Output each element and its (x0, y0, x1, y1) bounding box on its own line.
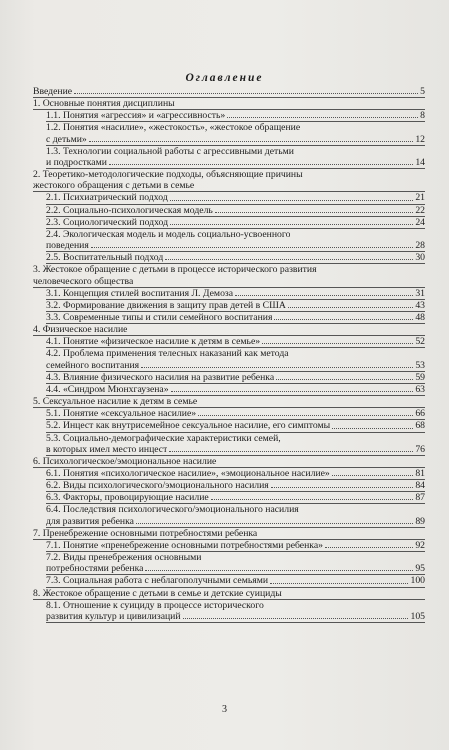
toc-entry (33, 433, 425, 444)
toc-page-number: 53 (415, 359, 425, 371)
toc-entry-text: в которых имел место инцест (46, 443, 168, 455)
toc-entry-text: развития культур и цивилизаций (46, 610, 181, 622)
toc-entry-text: 5.2. Инцест как внутрисемейное сексуальное насилие, его симптомы (46, 420, 331, 432)
toc-page-number: 81 (415, 468, 425, 479)
toc-entry (33, 611, 425, 622)
toc-entry (33, 312, 425, 323)
toc-page-number: 31 (415, 287, 425, 299)
toc-entry (33, 192, 425, 203)
dot-leader (136, 523, 413, 524)
toc-entry-text: 1.1. Понятия «агрессия» и «агрессивность» (46, 110, 226, 122)
dot-leader (332, 475, 414, 476)
table-of-contents (33, 86, 425, 623)
toc-entry (33, 276, 425, 287)
toc-entry (33, 600, 425, 611)
toc-page-number: 84 (415, 480, 425, 492)
toc-entry-text: 3.2. Формирование движения в защиту прав детей в США (46, 299, 286, 311)
toc-entry-text: 7.1. Понятие «пренебрежение основными потребностями ребенка» (46, 539, 323, 551)
toc-entry-text: 7.3. Социальная работа с неблагополучными семьями (46, 575, 269, 587)
toc-entry-text: Введение (33, 86, 73, 97)
dot-leader (198, 415, 413, 416)
toc-entry (33, 336, 425, 347)
toc-entry (33, 86, 425, 97)
dot-leader (262, 343, 413, 344)
toc-entry (33, 480, 425, 491)
toc-entry (33, 552, 425, 563)
toc-entry-text: 1.3. Технологии социальной работы с агрессивными детьми (46, 145, 294, 157)
toc-entry-text: 2.1. Психиатрический подход (46, 192, 168, 204)
toc-entry (33, 146, 425, 157)
toc-entry (33, 157, 425, 168)
dot-leader (274, 319, 413, 320)
toc-entry (33, 229, 425, 240)
toc-entry-text: 2. Теоретико-методологические подходы, объясняющие причины (33, 169, 303, 181)
dot-leader (288, 307, 413, 308)
toc-entry-text: 2.5. Воспитательный подход (46, 252, 164, 264)
toc-page-number: 89 (415, 515, 425, 527)
dot-leader (74, 93, 418, 94)
toc-entry-text: 3. Жестокое обращение с детьми в процессе исторического развития (33, 264, 317, 276)
toc-entry-text: 4. Физическое насилие (33, 324, 128, 336)
toc-entry-text: 2.2. Социально-психологическая модель (46, 204, 213, 216)
page-title: Оглавление (185, 72, 264, 84)
dot-leader (215, 212, 413, 213)
dot-leader (171, 391, 414, 392)
toc-entry (33, 252, 425, 263)
toc-entry-text: 3.1. Концепция стилей воспитания Л. Демоза (46, 287, 234, 299)
dot-leader (170, 224, 413, 225)
toc-entry-text: 6. Психологическое/эмоциональное насилие (33, 455, 217, 467)
toc-entry-text: семейного воспитания (46, 359, 140, 371)
dot-leader (165, 259, 413, 260)
toc-entry (33, 180, 425, 191)
toc-entry-text: 3.3. Современные типы и стили семейного воспитания (46, 311, 273, 323)
toc-page-number: 66 (415, 408, 425, 420)
toc-page-number: 48 (415, 311, 425, 323)
toc-page-number: 30 (415, 252, 425, 264)
toc-entry-text: поведения (46, 240, 89, 252)
dot-leader (141, 367, 413, 368)
toc-entry-text: 4.3. Влияние физического насилия на развитие ребенка (46, 371, 275, 383)
toc-entry (33, 348, 425, 359)
toc-entry-text: для развития ребенка (46, 515, 134, 527)
toc-page-number: 52 (415, 336, 425, 348)
toc-entry (33, 456, 425, 467)
toc-page-number: 14 (415, 156, 425, 168)
toc-entry (33, 396, 425, 407)
toc-entry (33, 205, 425, 216)
toc-entry (33, 540, 425, 551)
toc-entry-text: 7.2. Виды пренебрежения основными (46, 552, 202, 564)
toc-page-number: 24 (415, 216, 425, 228)
toc-entry-text: 2.3. Социологический подход (46, 216, 169, 228)
dot-leader (89, 141, 414, 142)
toc-page-number: 100 (410, 575, 425, 587)
toc-entry (33, 563, 425, 574)
toc-page-number: 105 (410, 610, 425, 622)
dot-leader (169, 451, 413, 452)
toc-page-number: 68 (415, 420, 425, 432)
dot-leader (235, 295, 413, 296)
toc-page-number: 5 (420, 86, 425, 97)
toc-entry (33, 288, 425, 299)
divider (46, 622, 425, 623)
toc-page-number: 21 (415, 192, 425, 204)
toc-entry (33, 420, 425, 431)
dot-leader (183, 618, 409, 619)
toc-entry (33, 372, 425, 383)
toc-page-number: 8 (420, 110, 425, 122)
toc-entry-text: 1. Основные понятия дисциплины (33, 98, 175, 110)
toc-entry-text: 2.4. Экологическая модель и модель социально-усвоенного (46, 228, 291, 240)
dot-leader (271, 487, 414, 488)
toc-entry-text: 6.4. Последствия психологического/эмоционального насилия (46, 504, 299, 516)
toc-entry (33, 110, 425, 121)
toc-entry (33, 444, 425, 455)
dot-leader (145, 570, 413, 571)
dot-leader (270, 583, 408, 584)
page-number: 3 (222, 704, 227, 715)
toc-entry (33, 492, 425, 503)
toc-entry (33, 408, 425, 419)
toc-page-number: 43 (415, 299, 425, 311)
toc-entry (33, 300, 425, 311)
toc-entry-text: 6.3. Факторы, провоцирующие насилие (46, 492, 209, 504)
toc-entry (33, 240, 425, 251)
toc-entry-text: человеческого общества (33, 275, 134, 287)
dot-leader (276, 379, 413, 380)
toc-entry-text: 7. Пренебрежение основными потребностями ребенка (33, 527, 258, 539)
toc-entry (33, 217, 425, 228)
toc-page-number: 87 (415, 492, 425, 504)
toc-page-number: 92 (415, 539, 425, 551)
toc-entry (33, 516, 425, 527)
toc-entry-text: 5. Сексуальное насилие к детям в семье (33, 396, 198, 408)
toc-entry-text: 4.1. Понятие «физическое насилие к детям в семье» (46, 336, 261, 348)
dot-leader (170, 200, 414, 201)
dot-leader (332, 428, 413, 429)
toc-entry (33, 360, 425, 371)
toc-entry-text: 4.4. «Синдром Мюнхгаузена» (46, 383, 169, 395)
toc-entry-text: и подростками (46, 156, 107, 168)
toc-entry (33, 264, 425, 275)
toc-entry-text: 5.3. Социально-демографические характеристики семей, (46, 432, 281, 444)
toc-entry (33, 384, 425, 395)
toc-entry (33, 468, 425, 479)
toc-entry (33, 588, 425, 599)
toc-page-number: 63 (415, 383, 425, 395)
toc-entry (33, 324, 425, 335)
toc-page-number: 76 (415, 443, 425, 455)
toc-entry-text: 4.2. Проблема применения телесных наказаний как метода (46, 348, 289, 360)
toc-entry-text: потребностями ребенка (46, 563, 144, 575)
toc-entry-text: жестокого обращения с детьми в семье (33, 180, 195, 192)
toc-entry-text: 1.2. Понятия «насилие», «жестокость», «жестокое обращение (46, 122, 301, 134)
dot-leader (227, 117, 418, 118)
dot-leader (211, 499, 414, 500)
dot-leader (91, 247, 414, 248)
toc-entry (33, 504, 425, 515)
toc-entry (33, 122, 425, 133)
toc-entry-text: 8. Жестокое обращение с детьми в семье и детские суициды (33, 587, 282, 599)
toc-entry (33, 528, 425, 539)
toc-entry (33, 134, 425, 145)
dot-leader (109, 164, 413, 165)
toc-entry-text: 6.2. Виды психологического/эмоционального насилия (46, 480, 269, 492)
toc-page-number: 12 (415, 133, 425, 145)
toc-entry (33, 169, 425, 180)
toc-entry-text: с детьми» (46, 133, 87, 145)
toc-entry (33, 575, 425, 586)
toc-entry-text: 6.1. Понятия «психологическое насилие», «эмоциональное насилие» (46, 468, 330, 479)
toc-page-number: 95 (415, 563, 425, 575)
toc-entry-text: 8.1. Отношение к суициду в процессе исторического (46, 599, 264, 611)
toc-page-number: 59 (415, 371, 425, 383)
dot-leader (325, 547, 413, 548)
toc-entry-text: 5.1. Понятие «сексуальное насилие» (46, 408, 197, 420)
toc-page-number: 28 (415, 240, 425, 252)
toc-page-number: 22 (415, 204, 425, 216)
toc-entry (33, 98, 425, 109)
